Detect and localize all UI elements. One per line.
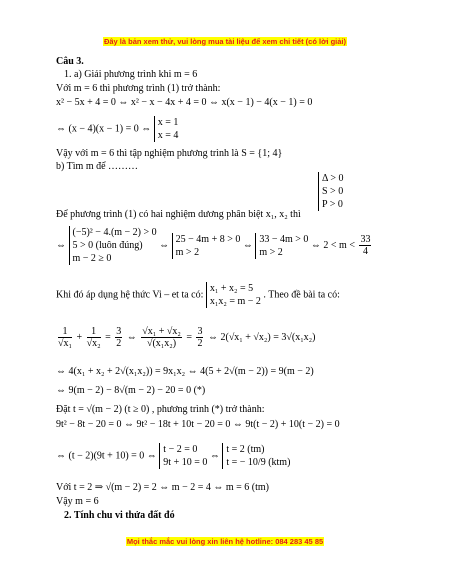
case: x = 4: [157, 130, 179, 141]
product-line: [56, 116, 178, 142]
item-1a: 1. a) Giải phương trình khi m = 6: [64, 69, 198, 80]
item-1b: b) Tìm m để ………: [56, 161, 139, 172]
conclusion-line: Vậy với m = 6 thì tập nghiệm phương trình là S = {1; 4}: [56, 148, 283, 159]
quadratic-line: 9t² − 8t − 20 = 0 ⇔ 9t² − 18t + 10t − 20 = 0 ⇔ 9t(t − 2) + 10(t − 2) = 0: [56, 419, 340, 430]
factor-line: x² − 5x + 4 = 0 ⇔ x² − x − 4x + 4 = 0 ⇔ x(x − 1) − 4(x − 1) = 0: [56, 97, 313, 108]
system-b: 25 − 4m + 8 > 0 m > 2: [172, 233, 241, 259]
equation-1: $\frac{1}{\text{√x₁}}$ + $\frac{1}{\text{√x₂}}$ = $\frac{3}{2}$ ⇔ $\frac{\text{√x₁ + √x₂}}{\text{√(x₁x₂)}}$ = $\frac{3}{2}$ ⇔ 2(√x₁ + √x₂) = 3√(x₁x₂): [58, 326, 316, 349]
item-2: 2. Tính chu vi thửa đất đó: [64, 510, 175, 521]
case: S > 0: [322, 186, 344, 197]
product-text: ⇔ (x − 4)(x − 1) = 0 ⇔: [56, 123, 152, 135]
vieta-cases: x₁ + x₂ = 5 x₁x₂ = m − 2: [206, 282, 261, 308]
preview-notice-banner: [0, 37, 450, 46]
fraction: $\frac{33}{4}$: [360, 234, 371, 257]
hotline-text: Mọi thắc mắc vui lòng xin liên hệ hotline: 084 283 45 85: [126, 537, 324, 546]
vieta-line: [56, 282, 340, 308]
system-line: ⇔ (−5)² − 4.(m − 2) > 0 5 > 0 (luôn đúng) m − 2 ≥ 0 ⇔ 25 − 4m + 8 > 0 m > 2 ⇔ 33 − 4m > 0 m > 2 ⇔ 2 < m < $\frac{33}{4}$: [56, 227, 371, 264]
quad-cases: t − 2 = 0 9t + 10 = 0: [159, 443, 207, 469]
with-m6-line: Với m = 6 thì phương trình (1) trở thành:: [56, 83, 221, 94]
vieta-intro: Khi đó áp dụng hệ thức Vi – et ta có:: [56, 289, 204, 301]
substitute-line: Đặt t = √(m − 2) (t ≥ 0) , phương trình (*) trở thành:: [56, 404, 265, 415]
vieta-tail: . Theo đề bài ta có:: [263, 289, 340, 301]
case: Δ > 0: [322, 173, 344, 184]
equation-3: ⇔ 9(m − 2) − 8√(m − 2) − 20 = 0 (*): [56, 385, 206, 396]
condition-cases: [318, 172, 344, 211]
final-answer: Vậy m = 6: [56, 496, 99, 507]
product-cases: [154, 116, 179, 142]
hotline-banner: [0, 537, 450, 546]
system-a: (−5)² − 4.(m − 2) > 0 5 > 0 (luôn đúng) m − 2 ≥ 0: [69, 226, 157, 265]
question-title: Câu 3.: [56, 56, 84, 67]
quad-results: t = 2 (tm) t = − 10/9 (ktm): [222, 443, 290, 469]
preview-notice-text: Đây là bản xem thử, vui lòng mua tài liệu để xem chi tiết (có lời giải): [103, 37, 347, 46]
system-c: 33 − 4m > 0 m > 2: [255, 233, 308, 259]
back-substitution: Với t = 2 ⇒ √(m − 2) = 2 ⇔ m − 2 = 4 ⇔ m = 6 (tm): [56, 482, 269, 493]
case: x = 1: [157, 117, 179, 128]
case: P > 0: [322, 199, 343, 210]
system-result: ⇔ 2 < m <: [310, 239, 355, 251]
quadratic-factored: ⇔ (t − 2)(9t + 10) = 0 ⇔ t − 2 = 0 9t + 10 = 0 ⇔ t = 2 (tm) t = − 10/9 (ktm): [56, 444, 291, 468]
equation-2: ⇔ 4(x₁ + x₂ + 2√(x₁x₂)) = 9x₁x₂ ⇔ 4(5 + 2√(m − 2)) = 9(m − 2): [56, 366, 314, 377]
conditions-intro: Để phương trình (1) có hai nghiệm dương phân biệt x₁, x₂ thì: [56, 209, 301, 220]
